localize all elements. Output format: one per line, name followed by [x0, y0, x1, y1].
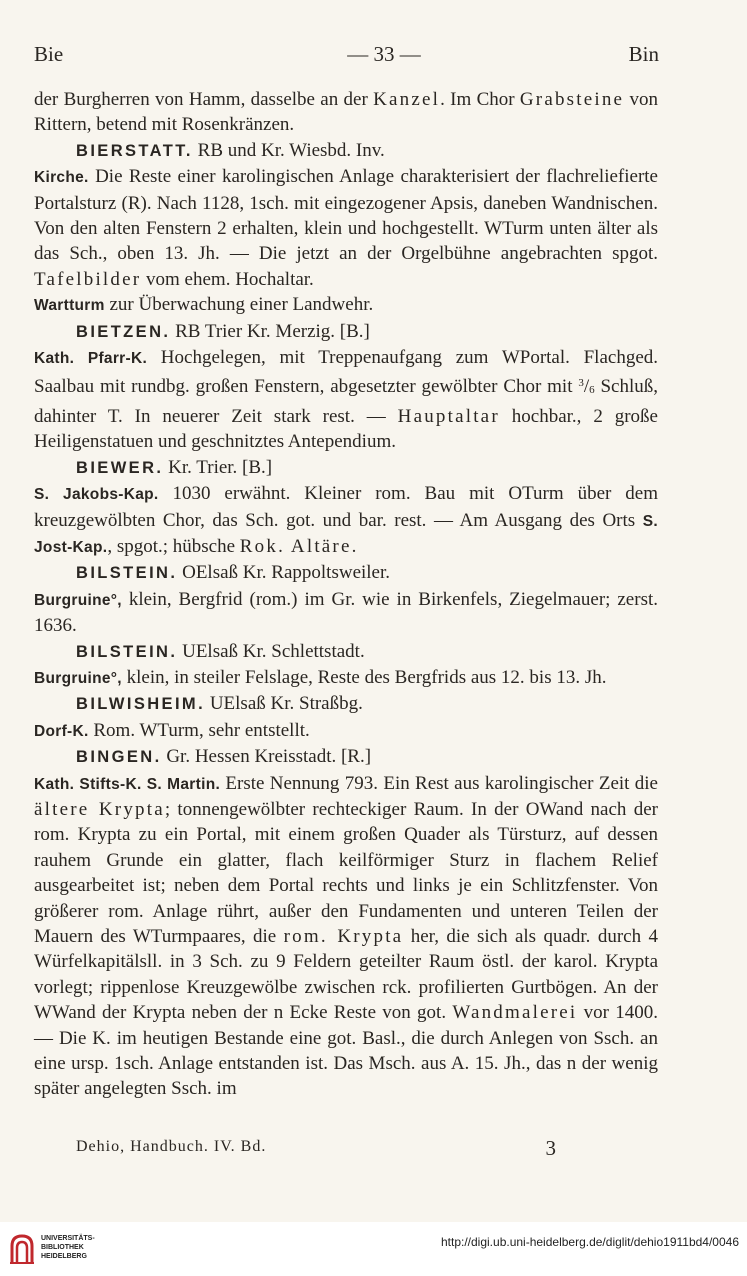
place-name: BIETZEN.: [76, 322, 171, 341]
library-logo-icon: [8, 1232, 36, 1266]
permalink-url[interactable]: http://digi.ub.uni-heidelberg.de/diglit/dehio1911bd4/0046: [440, 1235, 739, 1249]
text-run: vor 1400. — Die K. im heutigen Bestande eine got. Basl., die durch Anlegen von Ssch. an eine ursp. 1sch. Anlage entstanden ist. Das Msch. aus A. 15. Jh., das n der wenig später angelegten Ssch. im: [34, 1002, 658, 1100]
place-heading: [34, 560, 658, 586]
page-body-text: [34, 87, 658, 1102]
text-run: RB und Kr. Wiesbd. Inv.: [192, 139, 385, 161]
text-run: ; tonnengewölbter rechteckiger Raum. In der OWand nach der rom. Krypta zu ein Portal, mit einem großen Quader als Türsturz, auf dessen rauhem Grunde ein glatter, flach keilförmiger Sturz in flachem Relief ausgearbeitet ist; neben dem Portal rechts und links je ein Schlitzfenster. Von größerer rom. Anlage rührt, außer den Fundamenten und unteren Teilen der Mauern des WTurmpaares, die: [34, 798, 658, 947]
spaced-term: Hauptaltar: [397, 405, 500, 427]
entry-paragraph: [34, 771, 658, 1102]
place-name: BILSTEIN.: [76, 564, 178, 583]
text-run: zur Überwachung einer Landwehr.: [104, 294, 374, 316]
spaced-term: Rok. Altäre: [239, 535, 352, 557]
entry-paragraph: [34, 164, 658, 292]
place-heading: [34, 138, 658, 164]
place-name: BIEWER.: [76, 458, 164, 477]
monument-name: Kath. Pfarr-K.: [34, 350, 148, 368]
page-footer: [76, 1138, 556, 1162]
text-run: .: [351, 535, 357, 557]
entry-paragraph: [34, 345, 658, 455]
spaced-term: Wandmalerei: [452, 1002, 578, 1024]
footer-signature-number: 3: [545, 1136, 556, 1160]
entry-paragraph: [34, 292, 658, 318]
place-name: BILSTEIN.: [76, 642, 178, 661]
text-run: 6: [589, 384, 595, 397]
text-run: RB Trier Kr. Merzig. [B.]: [170, 320, 370, 342]
text-run: Schluß, dahinter T. In neuerer Zeit stark rest. —: [34, 376, 658, 427]
place-heading: [34, 319, 658, 345]
footer-book-title: Dehio, Handbuch. IV. Bd.: [76, 1138, 267, 1155]
logo-line: HEIDELBERG: [41, 1253, 87, 1260]
spaced-term: rom. Krypta: [283, 926, 404, 947]
text-run: , spgot.; hübsche: [107, 535, 240, 557]
monument-name: Kirche.: [34, 169, 89, 187]
spaced-term: Grabsteine: [519, 89, 625, 110]
text-run: . Im Chor: [440, 89, 520, 110]
monument-name: S. Jost-Kap.: [34, 512, 658, 556]
header-left-keyword: Bie: [34, 42, 64, 66]
text-run: Rom. WTurm, sehr entstellt.: [88, 719, 310, 741]
text-run: von Rittern, betend mit Rosenkränzen.: [34, 89, 659, 136]
place-heading: [34, 455, 658, 481]
text-run: OElsaß Kr. Rappoltsweiler.: [177, 562, 391, 584]
text-run: Gr. Hessen Kreisstadt. [R.]: [161, 746, 372, 768]
logo-line: BIBLIOTHEK: [41, 1244, 84, 1251]
text-run: UElsaß Kr. Straßbg.: [205, 693, 363, 715]
entry-paragraph: [34, 481, 658, 560]
monument-name: Burgruine°,: [34, 591, 122, 609]
place-name: BIERSTATT.: [76, 141, 193, 160]
place-name: BILWISHEIM.: [76, 695, 206, 714]
text-run: hochbar., 2 große Heiligenstatuen und geschnitztes Antependium.: [34, 405, 658, 453]
header-right-keyword: Bin: [628, 42, 659, 66]
entry-paragraph: [34, 665, 658, 691]
text-run: Erste Nennung 793. Ein Rest aus karolingischer Zeit die: [220, 772, 658, 794]
text-run: Die Reste einer karolingischen Anlage charakterisiert der flachreliefierte Portalsturz (R). Nach 1128, 1sch. mit eingezogener Apsis, daneben Wandnischen. Von den alten Fenstern 2 erhalten, klein und hochgestellt. WTurm unten älter als das Sch., oben 13. Jh. — Die jetzt an der Orgelbühne angebrachten spgot.: [34, 166, 658, 265]
text-run: der Burgherren von Hamm, dasselbe an der: [34, 89, 374, 110]
text-run: her, die sich als quadr. durch 4 Würfelkapitälsll. in 3 Sch. zu 9 Feldern geteilter Raum östl. der karol. Krypta vorlegt; rippenlose Kreuzgewölbe zwischen rck. profilierten Gurtbögen. An der WWand der Krypta neben der n Ecke Reste von got.: [34, 926, 658, 1024]
library-logo-text: [41, 1234, 95, 1261]
monument-name: Kath. Stifts-K. S. Martin.: [34, 775, 221, 793]
logo-line: UNIVERSITÄTS-: [41, 1235, 95, 1242]
monument-name: Burgruine°,: [34, 669, 122, 687]
place-heading: [34, 691, 658, 717]
place-heading: [34, 744, 658, 770]
text-run: Kr. Trier. [B.]: [163, 456, 273, 478]
text-run: 1030 erwähnt. Kleiner rom. Bau mit OTurm über dem kreuzgewölbten Chor, das Sch. got. und bar. rest. — Am Ausgang des Orts: [34, 483, 658, 531]
library-banner: [0, 1222, 747, 1276]
text-run: klein, Bergfrid (rom.) im Gr. wie in Birkenfels, Ziegelmauer; zerst. 1636.: [34, 588, 658, 637]
monument-name: S. Jakobs-Kap.: [34, 486, 159, 504]
place-heading: [34, 639, 658, 665]
text-run: 3: [578, 377, 584, 390]
entry-paragraph: [34, 587, 658, 639]
monument-name: Wartturm: [34, 297, 105, 315]
text-run: Hochgelegen, mit Treppenaufgang zum WPortal. Flachged. Saalbau mit rundbg. großen Fenstern, abgesetzter gewölbter Chor mit: [34, 347, 658, 398]
running-header: [34, 42, 659, 66]
spaced-term: Tafelbilder: [34, 268, 142, 290]
page-number: — 33 —: [347, 42, 421, 66]
text-run: vom ehem. Hochaltar.: [141, 268, 314, 290]
spaced-term: ältere Krypta: [34, 798, 165, 820]
monument-name: Dorf-K.: [34, 722, 89, 740]
entry-paragraph: [34, 718, 658, 744]
place-name: BINGEN.: [76, 748, 162, 767]
text-run: UElsaß Kr. Schlettstadt.: [177, 640, 365, 662]
text-run: klein, in steiler Felslage, Reste des Bergfrids aus 12. bis 13. Jh.: [121, 666, 607, 688]
entry-paragraph: [34, 87, 658, 138]
text-run: /: [583, 376, 590, 398]
spaced-term: Kanzel: [373, 89, 441, 110]
